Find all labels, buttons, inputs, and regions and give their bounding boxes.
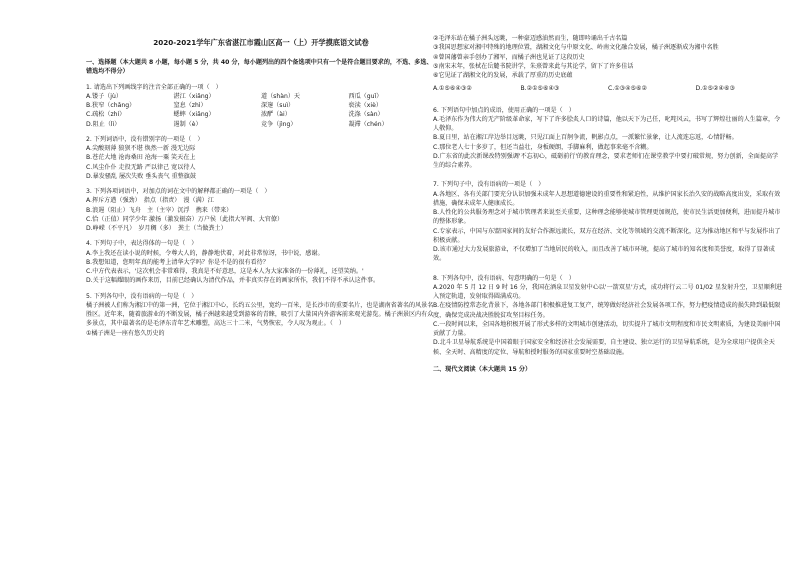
option: C.恰（正值）同学少年 激扬（激发振奋）万户侯（此指大军阀、大官僚） [86, 215, 284, 223]
option: A.挥斥方遒（强劲） 指点（指责） 漫（满）江 [86, 197, 214, 205]
left-column [86, 56, 436, 338]
question-stem: 1. 请选出下列画线字的注音全部正确的一项（ ） [86, 83, 222, 91]
section-heading: 一、选择题（本大题共 8 小题，每小题 5 分，共 40 分，每小题列出的四个备选项中只有一个是符合题目要求的，不选、多选、错选均不得分） [86, 59, 433, 76]
option: B.狭窄（chǎng） [86, 102, 136, 109]
question-7 [433, 180, 783, 263]
question-8 [433, 274, 783, 357]
option-row [86, 120, 436, 129]
option: B.我想知道，您明年真的能考上清华大学吗？你是不是的很有看待？ [86, 258, 269, 266]
option: C.疏松（zhí） [86, 111, 126, 119]
passage-sentence: ②毛泽东站在橘子洲头远眺，一种豪迈感油然而生，随即吟诵出千古名篇 [433, 35, 628, 42]
option: D.该市通过大力发展旅游业，不仅增加了当地居民的收入，而且改善了城市环境，提高了城市的知名度和美誉度，取得了显著成效。 [433, 246, 775, 263]
option: 西瓜（guǐ） [348, 92, 383, 100]
option: A.毛泽东作为伟大的无产阶级革命家，写下了许多脍炙人口的诗篇，他以天下为己任，叱咤风云，书写了辉煌壮丽的人生篇章，令人敬仰。 [433, 115, 781, 132]
option: A.①⑤⑥④③② [433, 85, 472, 93]
option: C.风尘仆仆 走投无路 严以律己 宽以待人 [86, 163, 196, 171]
option: 深邃（suì） [261, 102, 295, 109]
option: D.广东省的此次新课改特别强调'不忘初心，砥砺前行'的教育理念，要求老师们在课堂教学中要打破常规，努力创新，全面提高学生的综合素养。 [433, 152, 779, 169]
option: A.尖酸刻薄 狼狈不堪 焕然一新 漫无边际 [86, 145, 196, 152]
option: C.①③④⑤⑥② [608, 85, 647, 93]
question-stem: 2. 下列词语中，没有错别字的一项是（ ） [86, 135, 204, 143]
question-2 [86, 135, 436, 181]
option: C.一段时间以来，全国各地积极开展了形式多样的文明城市创建活动，切实提升了城市文明程度和市民文明素质，为建设美丽中国贡献了力量。 [433, 320, 781, 337]
option-row [86, 92, 436, 101]
question-stem: 8. 下列各句中，没有语病、句意明确的一句是（ ） [433, 274, 575, 282]
question-stem: 7. 下列句子中，没有语病的一项是（ ） [433, 181, 545, 189]
option: B.人性化的公共服务理念对于城市管理者来说至关重要，这种理念能够使城市管理更加规范，使市民生活更加便利，进而提升城市的整体形象。 [433, 209, 781, 226]
passage-text: 橘子洲被人们称为湘江中的第一洲，它位于湘江中心，长约五公里，宽约一百米，是长沙市的重要名片，也是湖南省著名的风景名胜区。近年来，随着旅游业的不断发展，橘子洲越来越受到游客的青睐，吸引了大量国内外游客前来观光游览。橘子洲景区内有众多景点，其中最著名的是毛泽东青年艺术雕塑，高达三十二米，气势恢宏，令人叹为观止。（ ） [86, 301, 434, 328]
option: 洗涤（sàn） [348, 111, 384, 119]
question-6 [433, 106, 783, 171]
passage-sentence: ③我国思想家对湘中特殊的地理位置，湖湘文化与中原文化、岭南文化融合发展，橘子洲逐渐成为湘中名胜 [433, 44, 719, 52]
question-5-continued [433, 34, 783, 94]
section-heading: 二、现代文阅读（本大题共 15 分） [433, 365, 532, 373]
question-stem: 4. 下列句子中，表达得体的一句是（ ） [86, 240, 198, 248]
option: D.暴发骚乱 屡次失败 垂头丧气 重整旗鼓 [86, 172, 196, 180]
option: B.浪遏（阻止）飞舟 主（主宰）沉浮 携来（带来） [86, 206, 233, 214]
right-column [433, 34, 783, 374]
passage-sentence: ⑤南宋末年，张栻在岳麓书院讲学，朱熹曾来此与其论学，留下了许多佳话 [433, 62, 634, 70]
option: D.北斗卫星导航系统是中国着眼于国家安全和经济社会发展需要，自主建设、独立运行的卫星导航系统，是为全球用户提供全天候、全天时、高精度的定位、导航和授时服务的国家重要时空基础设施。 [433, 339, 775, 356]
question-stem: 5. 下列各句中，没有语病的一句是（ ） [86, 292, 198, 300]
option: C.专家表示，中国与东盟国家间的友好合作源远流长，双方在经济、文化等领域的交流不断深化，这为推动地区和平与发展作出了积极贡献。 [433, 227, 781, 244]
option-row [433, 84, 783, 93]
option: A.镂子（jù） [86, 92, 122, 100]
question-4 [86, 239, 436, 285]
option: 亵渎（xiè） [348, 102, 382, 109]
option: D.关于这幅耀眼的画作来历，目前已经确认为清代作品，并非真实存在的画家所作，我们不得不承认这件事。 [86, 277, 380, 285]
option: 凝滞（chén） [348, 120, 388, 128]
page-title: 2020-2021学年广东省湛江市霞山区高一（上）开学摸底语文试卷 [153, 38, 369, 47]
option: C.中方代表表示，'这次机会非常难得，我真是不好意思，这是本人为大家准备的一份薄礼，还望笑纳。' [86, 268, 364, 275]
option: 道（shàn）天 [261, 92, 301, 100]
option: C.那位老人七十多岁了，但还当益壮，身板硬朗，手脚麻利，做起事来毫不含糊。 [433, 143, 653, 151]
option: A.各地区、各有关部门要充分认识加强未成年人思想道德建设的重要性和紧迫性，从维护国家长治久安的战略高度出发，采取有效措施，确保未成年人健康成长。 [433, 190, 781, 207]
option: D.峥嵘（不平凡） 岁月稠（多） 粪土（当做粪土） [86, 225, 227, 232]
passage-sentence: ④曾国藩曾亲手创办了湘军，而橘子洲也见证了这段历史 [433, 53, 585, 61]
question-stem: 6. 下列语句中加点的成语，使用正确的一项是（ ） [433, 106, 575, 114]
option: B.夏日里，站在湘江岸边举目远眺，只见江面上百舸争流，帆影点点，一派繁忙景象，让人流连忘返，心情舒畅。 [433, 134, 738, 142]
option: A.2020 年 5 月 12 日 9 时 16 分，我国在酒泉卫星发射中心以'一箭双星'方式，成功将行云二号 01/02 星发射升空，卫星顺利进入预定轨道，发射取得圆满成功。 [433, 283, 783, 300]
option: D.阻止（lì） [86, 120, 121, 128]
option: B.②①⑤⑥④③ [520, 85, 560, 93]
option: A.李上我还在读小说的时候，令尊大人的，静静地伏着，对此非常惊讶，书中说，感谢。 [86, 249, 324, 257]
option: 窒息（zhì） [173, 102, 207, 109]
option: B.在疫情防控常态化背景下，各地各部门积极推进复工复产，统筹做好经济社会发展各项工作，努力把疫情造成的损失降到最低限度，确保完成决战决胜脱贫攻坚目标任务。 [433, 302, 781, 319]
option: B.苍茫大地 沧海桑田 沧海一粟 笑天在上 [86, 154, 196, 162]
option: 遏制（è） [173, 120, 202, 128]
question-stem: 3. 下列各项词语中，对加点的词在文中的解释都正确的一项是（ ） [86, 188, 271, 195]
option-row [86, 110, 436, 119]
question-1 [86, 83, 436, 129]
option: 湛江（xiǎng） [173, 92, 215, 100]
passage-sentence: ⑥它见证了湖湘文化的发展，承载了厚重的历史底蕴 [433, 72, 573, 79]
passage-sentence: ①橘子洲是一座有悠久历史的 [86, 329, 165, 337]
question-3 [86, 187, 436, 233]
question-5 [86, 292, 436, 338]
option: 浓酽（ài） [261, 111, 291, 119]
option: D.①⑤②④⑥③ [695, 85, 735, 93]
option-row [86, 101, 436, 110]
option: 蟋蟀（xiǎng） [173, 111, 215, 119]
option: 竞争（jìng） [261, 120, 297, 128]
